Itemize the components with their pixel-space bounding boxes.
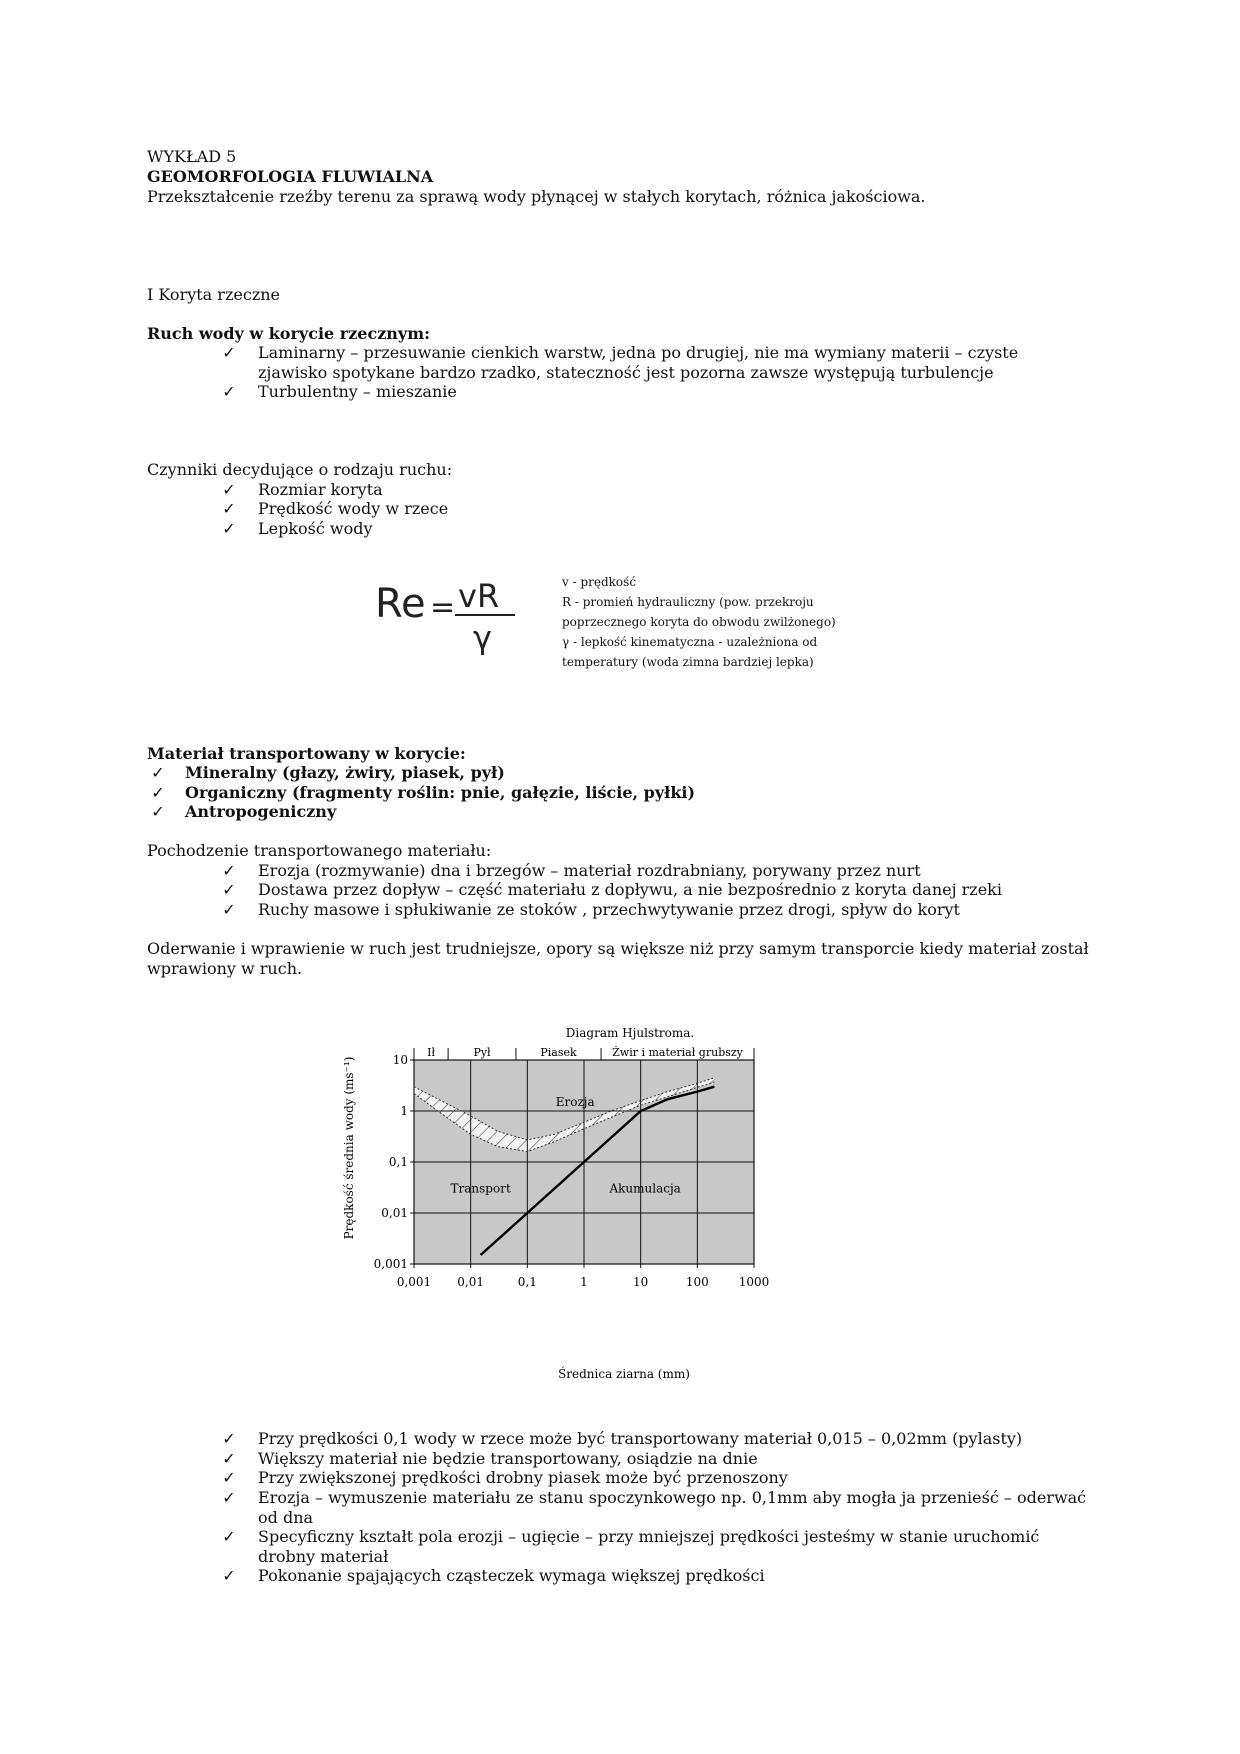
- check-icon: ✓: [222, 1429, 236, 1448]
- factor-item: Prędkość wody w rzece: [258, 499, 449, 518]
- material-item: Organiczny (fragmenty roślin: pnie, gałęzie, liście, pyłki): [185, 783, 696, 802]
- check-icon: ✓: [151, 802, 165, 821]
- check-icon: ✓: [222, 499, 236, 518]
- paragraph-line: Oderwanie i wprawienie w ruch jest trudniejsze, opory są większe niż przy samym transporcie kiedy materiał został: [147, 939, 1089, 958]
- check-icon: ✓: [222, 1527, 236, 1546]
- factor-item: Rozmiar koryta: [258, 480, 383, 499]
- x-tick-label: 0,01: [457, 1275, 485, 1289]
- lecture-title: GEOMORFOLOGIA FLUWIALNA: [147, 167, 434, 186]
- note-item: Przy prędkości 0,1 wody w rzece może być transportowany materiał 0,015 – 0,02mm (pylasty): [258, 1429, 1023, 1448]
- x-tick-label: 0,1: [517, 1275, 537, 1289]
- check-icon: ✓: [151, 783, 165, 802]
- check-icon: ✓: [222, 1449, 236, 1468]
- legend-line: γ - lepkość kinematyczna - uzależniona od: [562, 635, 818, 649]
- x-tick-label: 1000: [738, 1275, 770, 1289]
- x-tick-label: 1: [580, 1275, 588, 1289]
- chart-title: Diagram Hjulstroma.: [565, 1026, 695, 1040]
- formula-denominator: γ: [473, 619, 492, 655]
- material-item: Mineralny (głazy, żwiry, piasek, pył): [185, 763, 505, 782]
- factors-heading: Czynniki decydujące o rodzaju ruchu:: [147, 460, 453, 479]
- formula-lhs: Re: [375, 581, 426, 627]
- x-tick-label: 100: [685, 1275, 709, 1289]
- size-class-label: Ił: [427, 1046, 436, 1059]
- legend-line: poprzecznego koryta do obwodu zwilżonego): [562, 615, 836, 629]
- y-tick-label: 1: [400, 1104, 408, 1118]
- section-heading: I Koryta rzeczne: [147, 285, 281, 304]
- formula-eq: =: [430, 590, 456, 625]
- origin-item: Ruchy masowe i spłukiwanie ze stoków , przechwytywanie przez drogi, spływ do koryt: [258, 900, 960, 919]
- flow-item-laminar: Laminarny – przesuwanie cienkich warstw, jedna po drugiej, nie ma wymiany materii – czyste: [258, 343, 1019, 362]
- region-label: Erozja: [555, 1095, 595, 1110]
- x-axis-label: Średnica ziarna (mm): [558, 1367, 690, 1381]
- x-tick-label: 10: [633, 1275, 649, 1289]
- origin-item: Dostawa przez dopływ – część materiału z dopływu, a nie bezpośrednio z koryta danej rzeki: [258, 880, 1002, 899]
- check-icon: ✓: [222, 900, 236, 919]
- check-icon: ✓: [222, 1468, 236, 1487]
- flow-item-laminar-cont: zjawisko spotykane bardzo rzadko, stateczność jest pozorna zawsze występują turbulencje: [258, 363, 994, 382]
- check-icon: ✓: [151, 763, 165, 782]
- flow-heading: Ruch wody w korycie rzecznym:: [147, 324, 431, 343]
- legend-line: v - prędkość: [562, 575, 637, 589]
- legend-line: R - promień hydrauliczny (pow. przekroju: [562, 595, 814, 609]
- y-tick-label: 0,1: [388, 1155, 408, 1169]
- region-label: Akumulacja: [609, 1181, 681, 1196]
- origin-heading: Pochodzenie transportowanego materiału:: [147, 841, 492, 860]
- note-item: Specyficzny kształt pola erozji – ugięcie – przy mniejszej prędkości jesteśmy w stanie uruchomić: [258, 1527, 1040, 1546]
- note-item-cont: drobny materiał: [258, 1547, 389, 1566]
- check-icon: ✓: [222, 1488, 236, 1507]
- x-tick-label: 0,001: [396, 1275, 432, 1289]
- reynolds-formula: [375, 575, 520, 655]
- flow-item-turbulent: Turbulentny – mieszanie: [258, 382, 457, 401]
- material-item: Antropogeniczny: [185, 802, 337, 821]
- size-class-label: Piasek: [540, 1046, 577, 1059]
- check-icon: ✓: [222, 343, 236, 362]
- check-icon: ✓: [222, 480, 236, 499]
- note-item: Przy zwiększonej prędkości drobny piasek może być przenoszony: [258, 1468, 788, 1487]
- material-heading: Materiał transportowany w korycie:: [147, 744, 466, 763]
- check-icon: ✓: [222, 382, 236, 401]
- check-icon: ✓: [222, 880, 236, 899]
- paragraph-line: wprawiony w ruch.: [147, 959, 303, 978]
- legend-line: temperatury (woda zimna bardziej lepka): [562, 655, 814, 669]
- formula-numerator: vR: [458, 577, 500, 615]
- y-axis-label: Prędkość średnia wody (ms⁻¹): [342, 1056, 356, 1240]
- check-icon: ✓: [222, 1566, 236, 1585]
- note-item: Większy materiał nie będzie transportowany, osiądzie na dnie: [258, 1449, 758, 1468]
- size-class-label: Pył: [473, 1046, 491, 1059]
- y-tick-label: 0,001: [373, 1257, 408, 1271]
- note-item: Pokonanie spajających cząsteczek wymaga większej prędkości: [258, 1566, 765, 1585]
- factor-item: Lepkość wody: [258, 519, 373, 538]
- region-label: Transport: [450, 1181, 511, 1196]
- size-class-label: Żwir i materiał grubszy: [612, 1046, 743, 1059]
- check-icon: ✓: [222, 861, 236, 880]
- note-item-cont: od dna: [258, 1508, 314, 1527]
- note-item: Erozja – wymuszenie materiału ze stanu spoczynkowego np. 0,1mm aby mogła ja przenieść – oderwać: [258, 1488, 1087, 1507]
- lecture-number: WYKŁAD 5: [147, 147, 237, 166]
- origin-item: Erozja (rozmywanie) dna i brzegów – materiał rozdrabniany, porywany przez nurt: [258, 861, 921, 880]
- y-tick-label: 0,01: [381, 1206, 408, 1220]
- lecture-subtitle: Przekształcenie rzeźby terenu za sprawą wody płynącej w stałych korytach, różnica jakościowa.: [147, 187, 926, 206]
- y-tick-label: 10: [392, 1053, 408, 1067]
- check-icon: ✓: [222, 519, 236, 538]
- hjulstrom-chart: [330, 1018, 850, 1398]
